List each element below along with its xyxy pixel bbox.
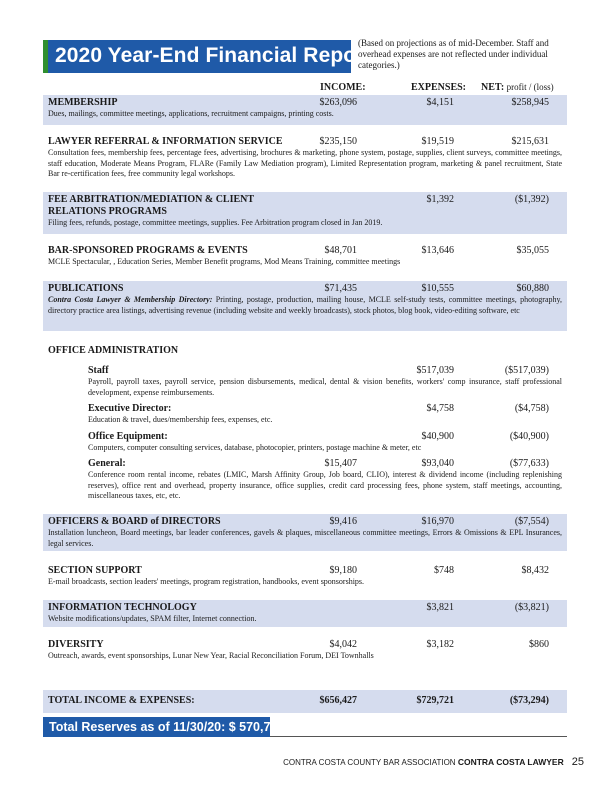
office-equipment-title: Office Equipment: $40,900 ($40,900) (88, 430, 549, 442)
bar-sponsored-expenses: $13,646 (421, 245, 454, 256)
exec-director-title: Executive Director: $4,758 ($4,758) (88, 403, 549, 414)
membership-net: $258,945 (511, 97, 549, 108)
officers-title: OFFICERS & BOARD of DIRECTORS $9,416 $16,970 ($7,554) (48, 516, 549, 527)
net-header-sub: profit / (loss) (506, 82, 554, 92)
section-support-expenses: $748 (434, 565, 454, 576)
section-support-row (43, 563, 567, 589)
publications-directory-label: Contra Costa Lawyer & Membership Directory: (48, 295, 213, 304)
exec-director-desc: Education & travel, dues/membership fees, expenses, etc. (88, 415, 273, 424)
membership-row (43, 95, 567, 125)
bar-sponsored-row (43, 243, 567, 271)
bar-sponsored-desc: MCLE Spectacular, , Education Series, Member Benefit programs, Mod Means Training, committee meetings (48, 257, 401, 266)
staff-net: ($517,039) (504, 365, 549, 376)
lawyer-referral-desc: Consultation fees, membership fees, percentage fees, advertising, brochures & marketing, phone system, postage, supplies, client surveys, committee meetings, staff education, Moderate Means Program, FLARe (Family Law Mediation program), Limited Representation program, marketing & panel recruitment, State Bar re-certification fees, free community legal workshops. (48, 148, 562, 178)
officers-row (43, 514, 567, 551)
section-support-income: $9,180 (329, 565, 357, 576)
officers-net: ($7,554) (514, 516, 549, 527)
footer-publication: CONTRA COSTA LAWYER (457, 757, 564, 767)
staff-expenses: $517,039 (416, 365, 454, 376)
general-desc: Conference room rental income, rebates (LMIC, Marsh Affinity Group, Job board, CLIO), interest & dividend income (including replenishing reserves), office rent and overhead, property insurance, office supplies, credit card processing fees, phone system, staff meetings, accounting, miscellaneous taxes, etc, etc. (88, 470, 562, 500)
membership-desc: Dues, mailings, committee meetings, applications, recruitment campaigns, printing costs. (48, 109, 334, 118)
fee-arbitration-title: FEE ARBITRATION/MEDIATION & CLIENT $1,392 ($1,392) (48, 194, 549, 205)
fee-arbitration-desc: Filing fees, refunds, postage, committee meetings, supplies. Fee Arbitration program closed in Jan 2019. (48, 218, 383, 227)
officers-expenses: $16,970 (421, 516, 454, 527)
bar-sponsored-title: BAR-SPONSORED PROGRAMS & EVENTS $48,701 $13,646 $35,055 (48, 245, 549, 256)
total-net: ($73,294) (509, 695, 549, 706)
officers-desc: Installation luncheon, Board meetings, bar leader conferences, gavels & plaques, miscellaneous committee meetings, Errors & Omissions & EPL Insurances, legal services. (48, 528, 562, 548)
it-title: INFORMATION TECHNOLOGY $3,821 ($3,821) (48, 602, 549, 613)
office-admin-title: OFFICE ADMINISTRATION (48, 345, 179, 356)
lawyer-referral-row (43, 134, 567, 182)
total-income: $656,427 (319, 695, 357, 706)
office-equipment-row (48, 431, 562, 454)
general-expenses: $93,040 (421, 458, 454, 469)
staff-title: Staff $517,039 ($517,039) (88, 365, 549, 376)
diversity-income: $4,042 (329, 639, 357, 650)
it-net: ($3,821) (514, 602, 549, 613)
publications-row (43, 281, 567, 331)
fee-arbitration-net: ($1,392) (514, 194, 549, 205)
total-row (43, 690, 567, 713)
net-header-label: NET: (481, 82, 505, 93)
page-number: 25 (571, 756, 584, 768)
membership-income: $263,096 (319, 97, 357, 108)
fee-arbitration-title2: RELATIONS PROGRAMS (48, 206, 167, 217)
publications-title: PUBLICATIONS $71,435 $10,555 $60,880 (48, 283, 549, 294)
it-row (43, 600, 567, 627)
membership-title: MEMBERSHIP $263,096 $4,151 $258,945 (48, 97, 549, 108)
net-header (481, 82, 554, 93)
diversity-expenses: $3,182 (426, 639, 454, 650)
total-expenses: $729,721 (416, 695, 454, 706)
page-footer (283, 756, 584, 768)
diversity-net: $860 (529, 639, 549, 650)
general-income: $15,407 (324, 458, 357, 469)
total-reserves: Total Reserves as of 11/30/20: $ 570,745 (43, 717, 270, 737)
it-desc: Website modifications/updates, SPAM filter, Internet connection. (48, 614, 257, 623)
footer-org: CONTRA COSTA COUNTY BAR ASSOCIATION (283, 758, 458, 767)
lawyer-referral-net: $215,631 (511, 136, 549, 147)
general-row (48, 458, 562, 502)
office-equipment-desc: Computers, computer consulting services, database, photocopier, printers, postage machine & meter, etc (88, 442, 422, 452)
diversity-desc: Outreach, awards, event sponsorships, Lunar New Year, Racial Reconciliation Forum, DEI Townhalls (48, 651, 374, 660)
publications-desc: Contra Costa Lawyer & Membership Directory: Printing, postage, production, mailing house, MCLE self-study tests, committee meetings, photography, directory practice area listings, advertising revenue (including website and weekly broadcasts), stock photos, blog book, video-editing software, etc (48, 295, 563, 315)
lawyer-referral-income: $235,150 (319, 136, 357, 147)
exec-director-net: ($4,758) (514, 403, 549, 414)
income-header: INCOME: (320, 82, 366, 93)
diversity-title: DIVERSITY $4,042 $3,182 $860 (48, 639, 549, 650)
report-title: 2020 Year-End Financial Report (55, 44, 372, 67)
section-support-desc: E-mail broadcasts, section leaders' meetings, program registration, handbooks, event sponsorships. (48, 577, 365, 586)
it-expenses: $3,821 (426, 602, 454, 613)
general-title: General: $15,407 $93,040 ($77,633) (88, 458, 549, 469)
general-net: ($77,633) (509, 458, 549, 469)
publications-expenses: $10,555 (421, 283, 454, 294)
lawyer-referral-expenses: $19,519 (421, 136, 454, 147)
staff-row (48, 365, 562, 398)
section-support-title: SECTION SUPPORT $9,180 $748 $8,432 (48, 565, 549, 576)
staff-desc: Payroll, payroll taxes, payroll service, pension disbursements, medical, dental & vision benefits, workers' comp insurance, staff professional development, expense reimbursements. (88, 377, 562, 397)
expenses-header: EXPENSES: (411, 82, 467, 93)
exec-director-row (48, 403, 562, 426)
fee-arbitration-row (43, 192, 567, 234)
office-equipment-expenses: $40,900 (421, 430, 454, 442)
fee-arbitration-expenses: $1,392 (426, 194, 454, 205)
exec-director-expenses: $4,758 (426, 403, 454, 414)
total-title: TOTAL INCOME & EXPENSES: $656,427 $729,721 ($73,294) (48, 695, 549, 706)
projection-note: (Based on projections as of mid-December. Staff and overhead expenses are not reflected under individual categories.) (358, 38, 549, 70)
diversity-row (43, 637, 567, 664)
bar-sponsored-net: $35,055 (516, 245, 549, 256)
footer-divider (270, 736, 567, 737)
section-support-net: $8,432 (521, 565, 549, 576)
membership-expenses: $4,151 (426, 97, 454, 108)
publications-income: $71,435 (324, 283, 357, 294)
publications-net: $60,880 (516, 283, 549, 294)
bar-sponsored-income: $48,701 (324, 245, 357, 256)
office-equipment-net: ($40,900) (509, 430, 549, 442)
office-admin-section (43, 343, 567, 503)
lawyer-referral-title: LAWYER REFERRAL & INFORMATION SERVICE $235,150 $19,519 $215,631 (48, 136, 549, 147)
report-title-banner (43, 40, 372, 73)
officers-income: $9,416 (329, 516, 357, 527)
